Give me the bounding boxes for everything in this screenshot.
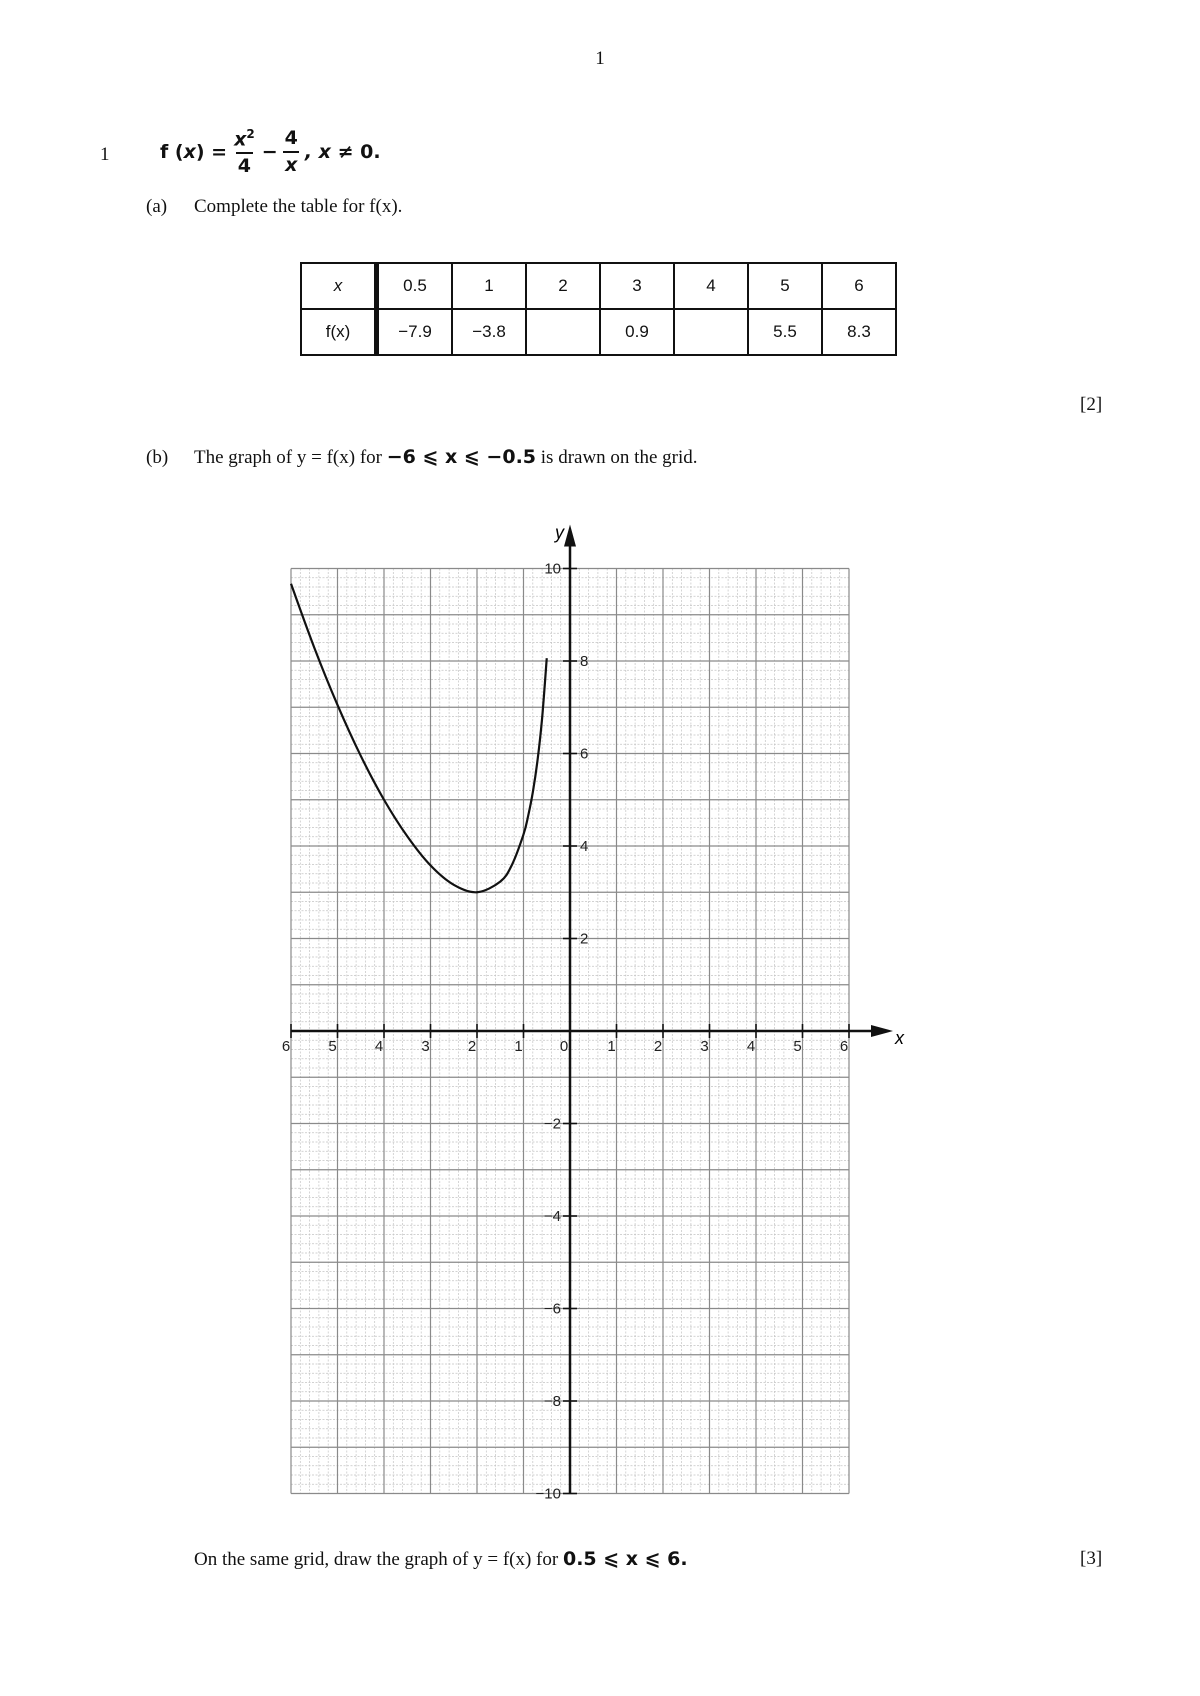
part-a-text: Complete the table for f(x).: [194, 196, 403, 217]
x-tick-label: 2: [467, 1038, 477, 1055]
y-tick-label: −8: [543, 1393, 561, 1410]
instruction-range: 0.5 ⩽ x ⩽ 6.: [562, 1548, 688, 1570]
question-number: 1: [100, 144, 110, 165]
x-tick-label: 1: [607, 1038, 616, 1055]
y-tick-label: −6: [543, 1300, 561, 1318]
instruction: [194, 1548, 688, 1571]
fx-cell: 8.3: [822, 309, 896, 355]
fraction-4-over-x: $\frac{4}{x}$: [284, 127, 298, 177]
x-axis-label: x: [895, 1028, 904, 1048]
part-b-text-start: The graph of y = f(x) for: [194, 447, 382, 468]
x-tick-label: 4: [374, 1038, 384, 1055]
x-tick-label: 4: [746, 1038, 756, 1055]
y-tick-label: −4: [543, 1208, 561, 1225]
x-axis-arrow-icon: [871, 1025, 893, 1037]
fx-cell: −3.8: [452, 309, 526, 355]
fx-header: f(x): [301, 309, 377, 355]
part-b-text-end: is drawn on the grid.: [540, 447, 698, 468]
y-tick-label: 4: [580, 838, 589, 855]
x-tick-label: 6: [281, 1038, 291, 1055]
y-tick-label: 2: [580, 930, 589, 948]
x-tick-label: 3: [421, 1038, 430, 1055]
part-b-range: −6 ⩽ x ⩽ −0.5: [386, 446, 537, 468]
x-cell: 4: [674, 263, 748, 309]
y-tick-label: 8: [580, 653, 589, 670]
y-axis-label: y: [555, 522, 564, 543]
part-a-marks: [2]: [1080, 394, 1103, 415]
part-b-label: (b): [146, 447, 169, 468]
fx-cell: −7.9: [377, 309, 453, 355]
y-tick-label: −10: [535, 1485, 561, 1503]
x-cell: 2: [526, 263, 600, 309]
x-cell: 6: [822, 263, 896, 309]
instruction-text-start: On the same grid, draw the graph of y = f(x) for: [194, 1549, 559, 1570]
x-cell: 0.5: [377, 263, 453, 309]
x-tick-label: 1: [514, 1038, 523, 1055]
x-tick-label: 3: [700, 1038, 709, 1055]
y-axis-arrow-icon: [564, 525, 576, 547]
page-number: 1: [595, 48, 605, 69]
y-tick-label: 10: [544, 560, 561, 578]
x-tick-label: 0: [559, 1038, 569, 1055]
x-cell: 5: [748, 263, 822, 309]
y-tick-label: −2: [543, 1115, 561, 1133]
x-tick-label: 2: [653, 1038, 663, 1055]
function-name: f (x) =: [160, 141, 228, 164]
minus-sign: −: [261, 141, 278, 164]
x-tick-label: 5: [793, 1038, 802, 1055]
domain-condition: , x ≠ 0.: [304, 141, 381, 164]
y-tick-label: 6: [580, 745, 589, 763]
fraction-x-squared-over-4: $\frac{x^2}{4}$: [234, 127, 255, 178]
x-header: x: [301, 263, 377, 309]
x-cell: 3: [600, 263, 674, 309]
x-tick-label: 5: [328, 1038, 337, 1055]
x-cell: 1: [452, 263, 526, 309]
part-a-label: (a): [146, 196, 168, 217]
x-tick-label: 6: [839, 1038, 849, 1055]
part-b-marks: [3]: [1080, 1548, 1103, 1569]
fx-cell: 5.5: [748, 309, 822, 355]
fx-cell: 0.9: [600, 309, 674, 355]
